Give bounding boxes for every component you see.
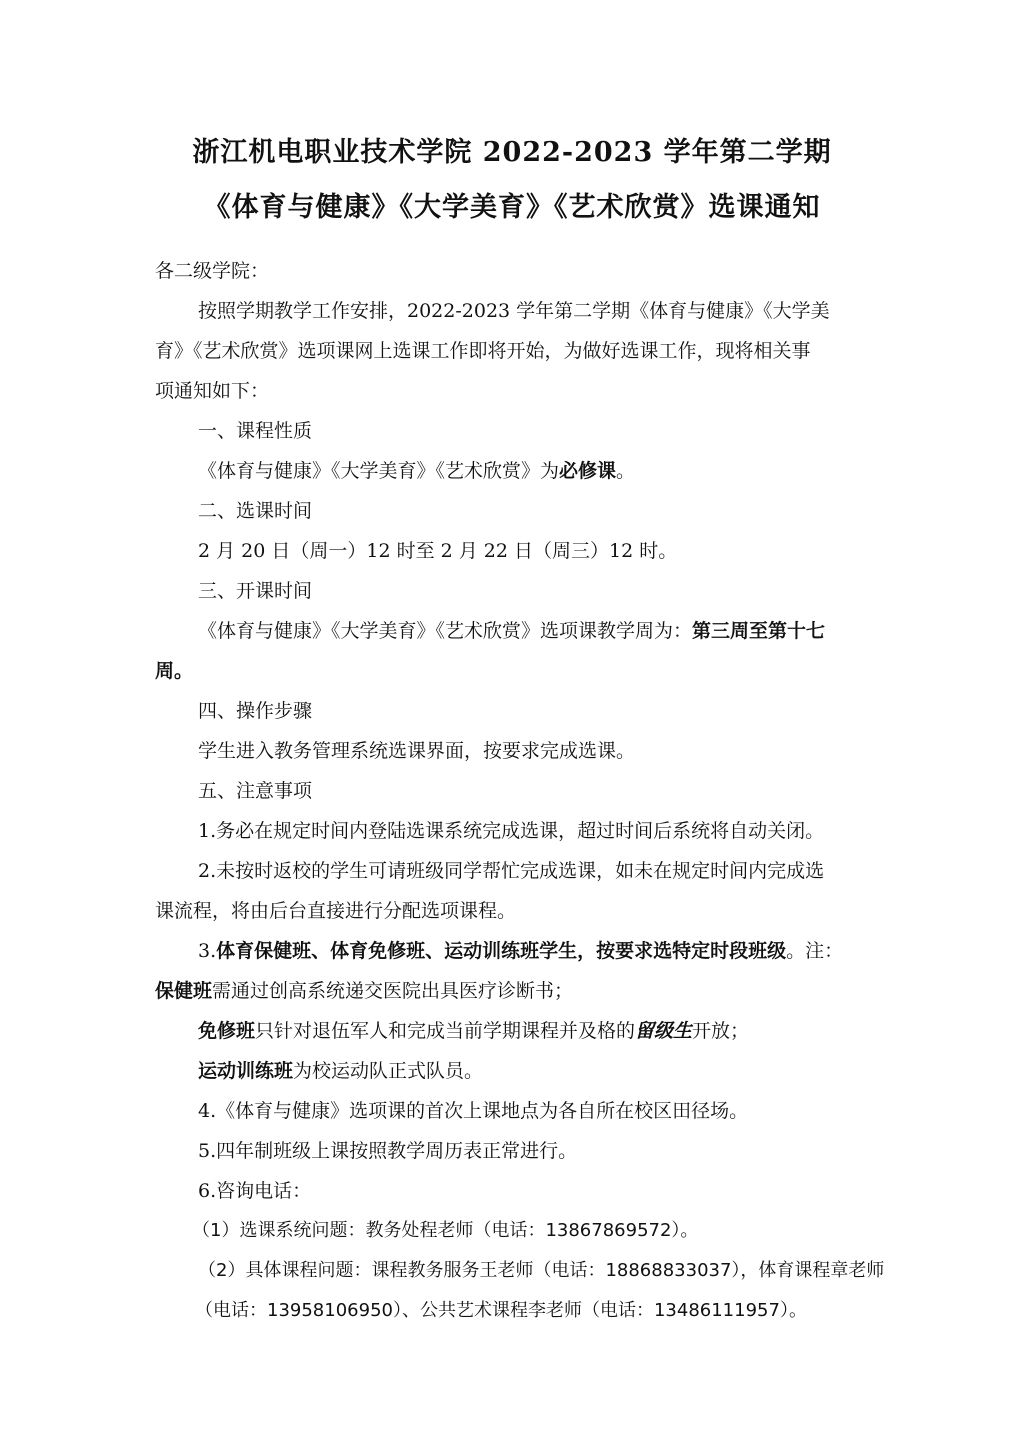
exempt-class-text-end: 开放； [692, 1020, 750, 1042]
section-3-heading: 三、开课时间 [198, 580, 313, 602]
note-2-line-2: 课流程，将由后台直接进行分配选项课程。 [155, 900, 517, 922]
section-4-text: 学生进入教务管理系统选课界面，按要求完成选课。 [198, 740, 636, 762]
note-4: 4.《体育与健康》选项课的首次上课地点为各自所在校区田径场。 [198, 1100, 749, 1122]
document-title-line-1: 浙江机电职业技术学院 2022-2023 学年第二学期 [192, 137, 832, 168]
intro-paragraph-line-2: 育》《艺术欣赏》选项课网上选课工作即将开始，为做好选课工作，现将相关事 [155, 340, 811, 362]
section-5-heading: 五、注意事项 [198, 780, 313, 802]
note-3-line-2 [155, 977, 573, 1005]
section-3-text-line-2: 周。 [155, 660, 194, 682]
section-2-text: 2 月 20 日（周一）12 时至 2 月 22 日（周三）12 时。 [198, 540, 678, 562]
required-course-emphasis: 必修课 [559, 460, 617, 482]
exempt-class-label: 免修班 [198, 1020, 256, 1042]
intro-paragraph-line-3: 项通知如下： [155, 380, 270, 402]
contact-2-line-1: （2）具体课程问题：课程教务服务王老师（电话：18868833037），体育课程章老师 [198, 1260, 885, 1281]
note-3-line-4 [198, 1057, 483, 1085]
salutation: 各二级学院： [155, 260, 270, 282]
section-1-text [198, 457, 635, 485]
section-3-text-line-1 [198, 617, 825, 645]
note-3-number: 3. [198, 940, 217, 962]
training-class-text: 为校运动队正式队员。 [293, 1060, 484, 1082]
note-2-line-1: 2.未按时返校的学生可请班级同学帮忙完成选课，如未在规定时间内完成选 [198, 860, 825, 882]
exempt-class-text: 只针对退伍军人和完成当前学期课程并及格的 [255, 1020, 636, 1042]
intro-paragraph-line-1: 按照学期教学工作安排，2022-2023 学年第二学期《体育与健康》《大学美 [198, 300, 830, 322]
note-5: 5.四年制班级上课按照教学周历表正常进行。 [198, 1140, 578, 1162]
section-1-heading: 一、课程性质 [198, 420, 313, 442]
teaching-weeks-emphasis: 第三周至第十七 [692, 620, 826, 642]
note-3-text-c: 。注： [786, 940, 844, 962]
section-4-heading: 四、操作步骤 [198, 700, 313, 722]
health-class-label: 保健班 [155, 980, 213, 1002]
note-3-emphasis: 体育保健班、体育免修班、运动训练班学生，按要求选特定时段班级 [216, 940, 787, 962]
section-1-text-a: 《体育与健康》《大学美育》《艺术欣赏》为 [198, 460, 560, 482]
note-3-line-3 [198, 1017, 749, 1045]
document-title-line-2: 《体育与健康》《大学美育》《艺术欣赏》选课通知 [203, 192, 821, 223]
note-3-line-1 [198, 937, 843, 965]
note-1: 1.务必在规定时间内登陆选课系统完成选课，超过时间后系统将自动关闭。 [198, 820, 825, 842]
health-class-text: 需通过创高系统递交医院出具医疗诊断书； [212, 980, 574, 1002]
repeat-student-emphasis: 留级生 [635, 1020, 693, 1042]
note-6: 6.咨询电话： [198, 1180, 312, 1202]
section-1-text-c: 。 [616, 460, 636, 482]
section-3-text-a: 《体育与健康》《大学美育》《艺术欣赏》选项课教学周为： [198, 620, 693, 642]
section-2-heading: 二、选课时间 [198, 500, 313, 522]
contact-2-line-2: （电话：13958106950）、公共艺术课程李老师（电话：13486111957）。 [195, 1300, 807, 1321]
training-class-label: 运动训练班 [198, 1060, 294, 1082]
contact-1: （1）选课系统问题：教务处程老师（电话：13867869572）。 [192, 1220, 699, 1241]
